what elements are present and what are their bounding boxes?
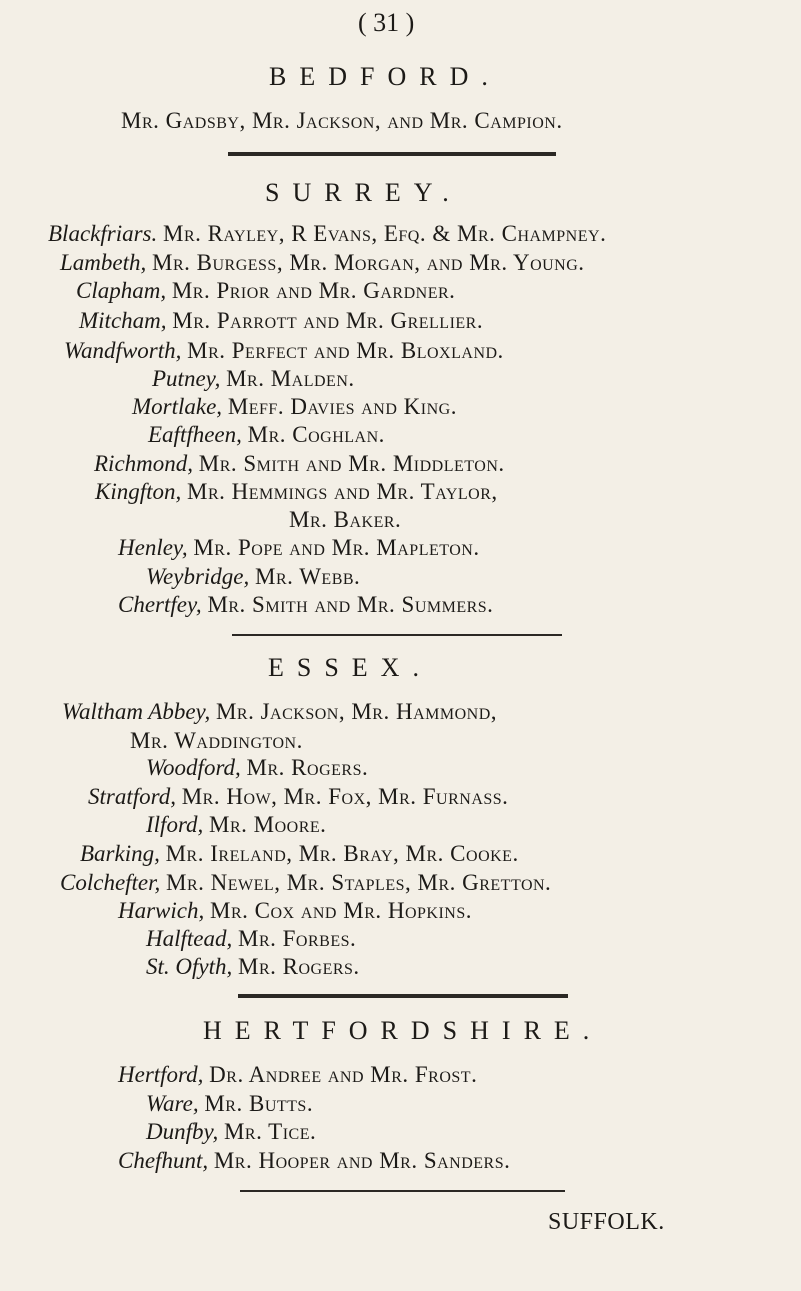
entry-names: Mr. Webb.	[255, 564, 361, 589]
entry-surrey-2	[60, 249, 585, 277]
entry-bedford-1	[121, 107, 563, 135]
entry-hertfordshire-3	[146, 1118, 316, 1146]
entry-place: Wandfworth,	[64, 338, 182, 363]
entry-names: Mr. Rogers.	[238, 954, 360, 979]
entry-names: Mr. Ireland, Mr. Bray, Mr. Cooke.	[165, 841, 519, 866]
entry-names: Mr. Hooper and Mr. Sanders.	[213, 1148, 511, 1173]
entry-place: Hertford,	[118, 1062, 204, 1087]
entry-surrey-8	[148, 421, 385, 449]
entry-place: Eaftfheen,	[148, 422, 242, 447]
entry-place: Dunfby,	[146, 1119, 219, 1144]
entry-names: Mr. Parrott and Mr. Grellier.	[172, 308, 484, 333]
entry-names: Mr. Prior and Mr. Gardner.	[171, 278, 456, 303]
section-rule	[238, 994, 568, 998]
entry-names: Mr. How, Mr. Fox, Mr. Furnass.	[181, 784, 509, 809]
entry-essex-4	[88, 783, 508, 811]
county-heading-essex: ESSEX.	[268, 653, 432, 682]
entry-place: Woodford,	[146, 755, 241, 780]
entry-place: Stratford,	[88, 784, 176, 809]
entry-place: Mitcham,	[79, 308, 167, 333]
entry-place: Clapham,	[76, 278, 167, 303]
entry-surrey-1	[48, 220, 606, 248]
entry-place: Ware,	[146, 1091, 199, 1116]
entry-essex-7	[60, 869, 551, 897]
entry-place: Mortlake,	[132, 394, 223, 419]
entry-names: Mr. Baker.	[289, 507, 402, 532]
entry-names: Mr. Rogers.	[246, 755, 369, 780]
entry-hertfordshire-4	[118, 1147, 510, 1175]
entry-essex-5	[146, 811, 326, 839]
entry-place: Putney,	[152, 366, 221, 391]
entry-names: Mr. Coghlan.	[247, 422, 385, 447]
entry-names: Mr. Rayley, R Evans, Efq. & Mr. Champney.	[163, 221, 607, 246]
entry-surrey-9	[94, 450, 505, 478]
entry-hertfordshire-1	[118, 1061, 477, 1089]
section-rule	[232, 634, 562, 636]
entry-place: Richmond,	[94, 451, 194, 476]
entry-place: Lambeth,	[60, 250, 147, 275]
entry-essex-9	[146, 925, 356, 953]
entry-names: Mr. Hemmings and Mr. Taylor,	[187, 479, 498, 504]
entry-names: Mr. Cox and Mr. Hopkins.	[210, 898, 473, 923]
entry-names: Dr. Andree and Mr. Frost.	[209, 1062, 478, 1087]
entry-place: Weybridge,	[146, 564, 250, 589]
entry-names: Mr. Moore.	[209, 812, 327, 837]
entry-names: Mr. Pope and Mr. Mapleton.	[193, 535, 480, 560]
entry-surrey-10	[95, 478, 498, 506]
entry-surrey-7	[132, 393, 457, 421]
entry-names: Mr. Forbes.	[238, 926, 357, 951]
entry-place: Kingfton,	[95, 479, 182, 504]
county-heading-hertfordshire: HERTFORDSHIRE.	[203, 1016, 603, 1045]
entry-names: Mr. Malden.	[226, 366, 355, 391]
entry-essex-3	[146, 754, 368, 782]
entry-surrey-4	[79, 307, 483, 335]
entry-names: Mr. Smith and Mr. Middleton.	[198, 451, 505, 476]
entry-place: Waltham Abbey,	[62, 699, 211, 724]
page-number: ( 31 )	[358, 8, 415, 37]
entry-place: Henley,	[118, 535, 188, 560]
entry-place: Blackfriars.	[48, 221, 158, 246]
entry-names: Meff. Davies and King.	[227, 394, 457, 419]
entry-place: Ilford,	[146, 812, 204, 837]
entry-surrey-13	[146, 563, 360, 591]
entry-surrey-12	[118, 534, 480, 562]
entry-names: Mr. Perfect and Mr. Bloxland.	[187, 338, 504, 363]
entry-hertfordshire-2	[146, 1090, 313, 1118]
section-rule	[228, 152, 556, 156]
entry-essex-6	[80, 840, 519, 868]
entry-surrey-5	[64, 337, 504, 365]
entry-names: Mr. Tice.	[223, 1119, 317, 1144]
entry-names: Mr. Burgess, Mr. Morgan, and Mr. Young.	[152, 250, 585, 275]
entry-essex-2	[130, 727, 303, 755]
county-heading-bedford: BEDFORD.	[269, 62, 501, 91]
catchword: SUFFOLK.	[548, 1209, 665, 1235]
entry-place: Harwich,	[118, 898, 205, 923]
entry-place: Chertfey,	[118, 592, 202, 617]
county-heading-surrey: SURREY.	[265, 178, 462, 207]
entry-names: Mr. Jackson, Mr. Hammond,	[215, 699, 498, 724]
entry-place: Chefhunt,	[118, 1148, 209, 1173]
entry-surrey-3	[76, 277, 455, 305]
entry-names: Mr. Butts.	[204, 1091, 314, 1116]
entry-place: Halftead,	[146, 926, 233, 951]
section-rule	[240, 1190, 565, 1192]
entry-names: Mr. Waddington.	[130, 728, 303, 753]
entry-surrey-14	[118, 591, 493, 619]
entry-surrey-6	[152, 365, 355, 393]
entry-names: Mr. Gadsby, Mr. Jackson, and Mr. Campion.	[121, 108, 563, 133]
entry-names: Mr. Smith and Mr. Summers.	[207, 592, 494, 617]
entry-place: St. Ofyth,	[146, 954, 233, 979]
entry-names: Mr. Newel, Mr. Staples, Mr. Gretton.	[166, 870, 552, 895]
entry-essex-8	[118, 897, 472, 925]
entry-place: Barking,	[80, 841, 160, 866]
entry-essex-1	[62, 698, 497, 726]
entry-place: Colchefter,	[60, 870, 161, 895]
entry-surrey-11	[289, 506, 401, 534]
entry-essex-10	[146, 953, 360, 981]
